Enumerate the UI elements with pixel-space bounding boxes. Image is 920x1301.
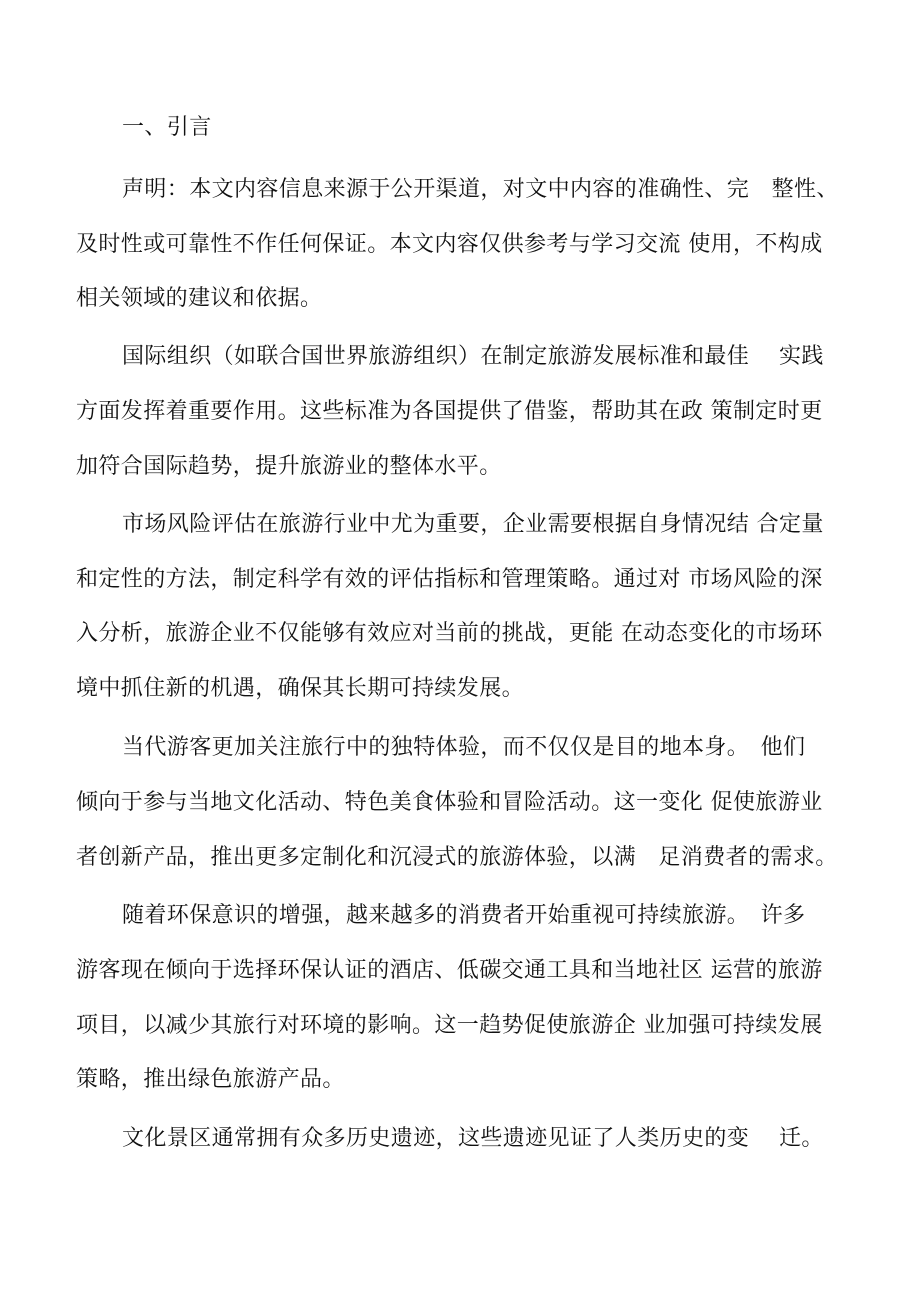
paragraph-line: 入分析，旅游企业不仅能够有效应对当前的挑战，更能 在动态变化的市场环 (76, 621, 823, 646)
paragraph-line: 方面发挥着重要作用。这些标准为各国提供了借鉴，帮助其在政 策制定时更 (76, 399, 823, 424)
paragraph-line: 相关领域的建议和依据。 (76, 286, 323, 311)
paragraph-line: 游客现在倾向于选择环保认证的酒店、低碳交通工具和当地社区 运营的旅游 (76, 958, 823, 983)
paragraph-line: 和定性的方法，制定科学有效的评估指标和管理策略。通过对 市场风险的深 (76, 567, 823, 592)
paragraph-line: 及时性或可靠性不作任何保证。本文内容仅供参考与学习交流 使用，不构成 (76, 232, 823, 257)
paragraph-line: 者创新产品，推出更多定制化和沉浸式的旅游体验，以满 足消费者的需求。 (76, 845, 838, 870)
paragraph-line: 当代游客更加关注旅行中的独特体验，而不仅仅是目的地本身。 他们 (122, 735, 806, 760)
section-heading: 一、引言 (122, 115, 212, 140)
paragraph-line: 境中抓住新的机遇，确保其长期可持续发展。 (76, 676, 525, 701)
paragraph-line: 文化景区通常拥有众多历史遗迹，这些遗迹见证了人类历史的变 迁。 (122, 1126, 824, 1151)
paragraph-line: 加符合国际趋势，提升旅游业的整体水平。 (76, 454, 502, 479)
paragraph-line: 市场风险评估在旅游行业中尤为重要，企业需要根据自身情况结 合定量 (122, 512, 824, 537)
paragraph-line: 国际组织（如联合国世界旅游组织）在制定旅游发展标准和最佳 实践 (122, 344, 824, 369)
paragraph-line: 倾向于参与当地文化活动、特色美食体验和冒险活动。这一变化 促使旅游业 (76, 790, 823, 815)
paragraph-line: 随着环保意识的增强，越来越多的消费者开始重视可持续旅游。 许多 (122, 903, 806, 928)
paragraph-line: 策略，推出绿色旅游产品。 (76, 1067, 345, 1092)
paragraph-line: 项目，以减少其旅行对环境的影响。这一趋势促使旅游企 业加强可持续发展 (76, 1013, 823, 1038)
paragraph-line: 声明：本文内容信息来源于公开渠道，对文中内容的准确性、完 整性、 (122, 177, 839, 202)
